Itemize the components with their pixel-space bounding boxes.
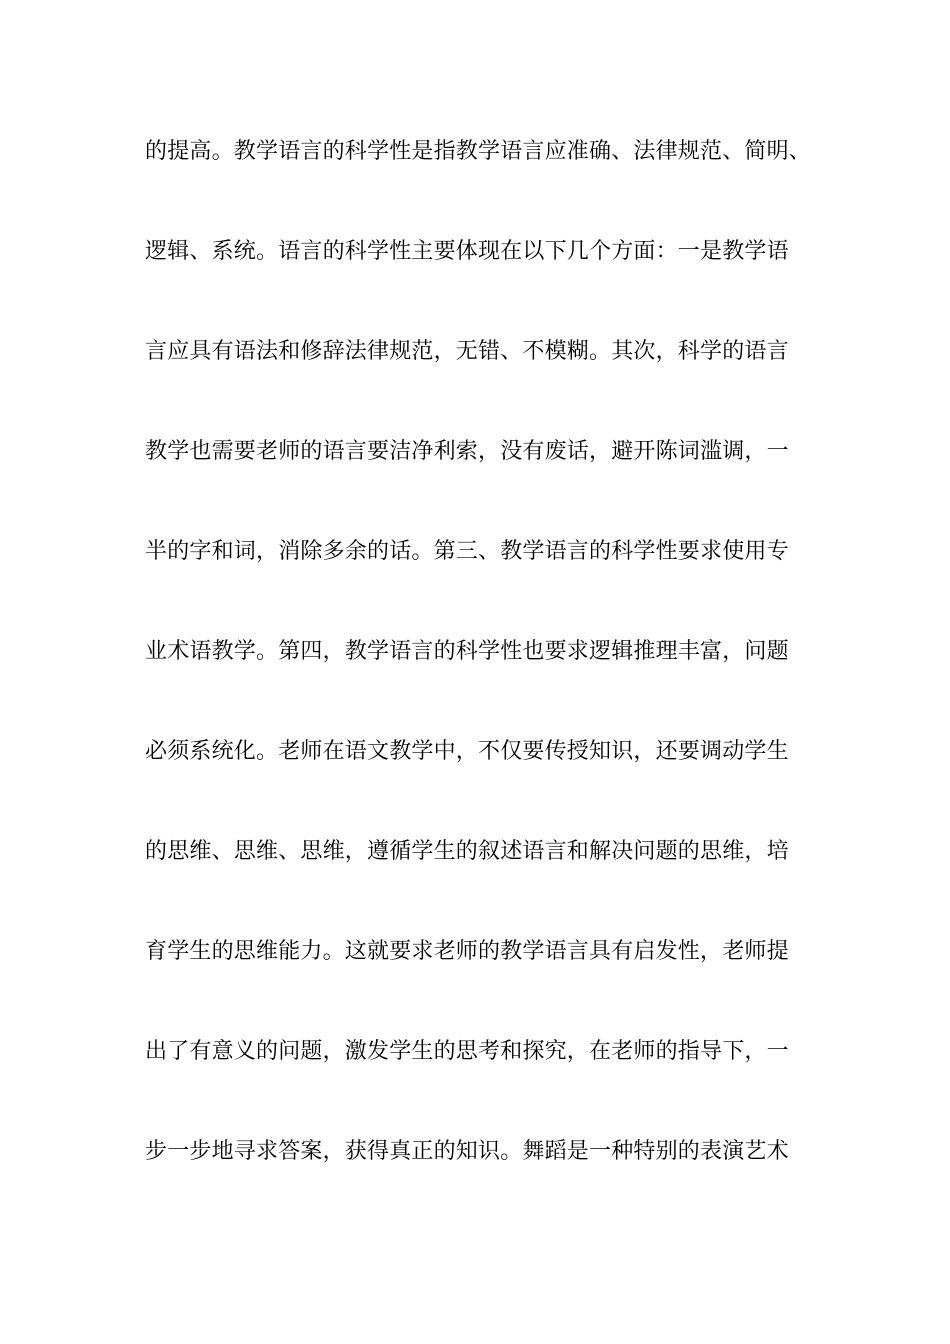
text-line: 必须系统化。老师在语文教学中，不仅要传授知识，还要调动学生 [145,739,789,764]
text-line: 育学生的思维能力。这就要求老师的教学语言具有启发性，老师提 [145,939,789,964]
body-text [145,128,825,1228]
text-line: 教学也需要老师的语言要洁净利索，没有废话，避开陈词滥调，一 [145,439,789,464]
text-line: 半的字和词，消除多余的话。第三、教学语言的科学性要求使用专 [145,539,789,564]
text-line: 的提高。教学语言的科学性是指教学语言应准确、法律规范、简明、 [145,139,812,164]
text-line: 出了有意义的问题，激发学生的思考和探究，在老师的指导下，一 [145,1039,789,1064]
text-line: 的思维、思维、思维，遵循学生的叙述语言和解决问题的思维，培 [145,839,789,864]
text-line: 言应具有语法和修辞法律规范，无错、不模糊。其次，科学的语言 [145,339,789,364]
text-line: 步一步地寻求答案，获得真正的知识。舞蹈是一种特别的表演艺术 [145,1139,789,1164]
text-line: 逻辑、系统。语言的科学性主要体现在以下几个方面：一是教学语 [145,239,789,264]
text-line: 业术语教学。第四，教学语言的科学性也要求逻辑推理丰富，问题 [145,639,789,664]
